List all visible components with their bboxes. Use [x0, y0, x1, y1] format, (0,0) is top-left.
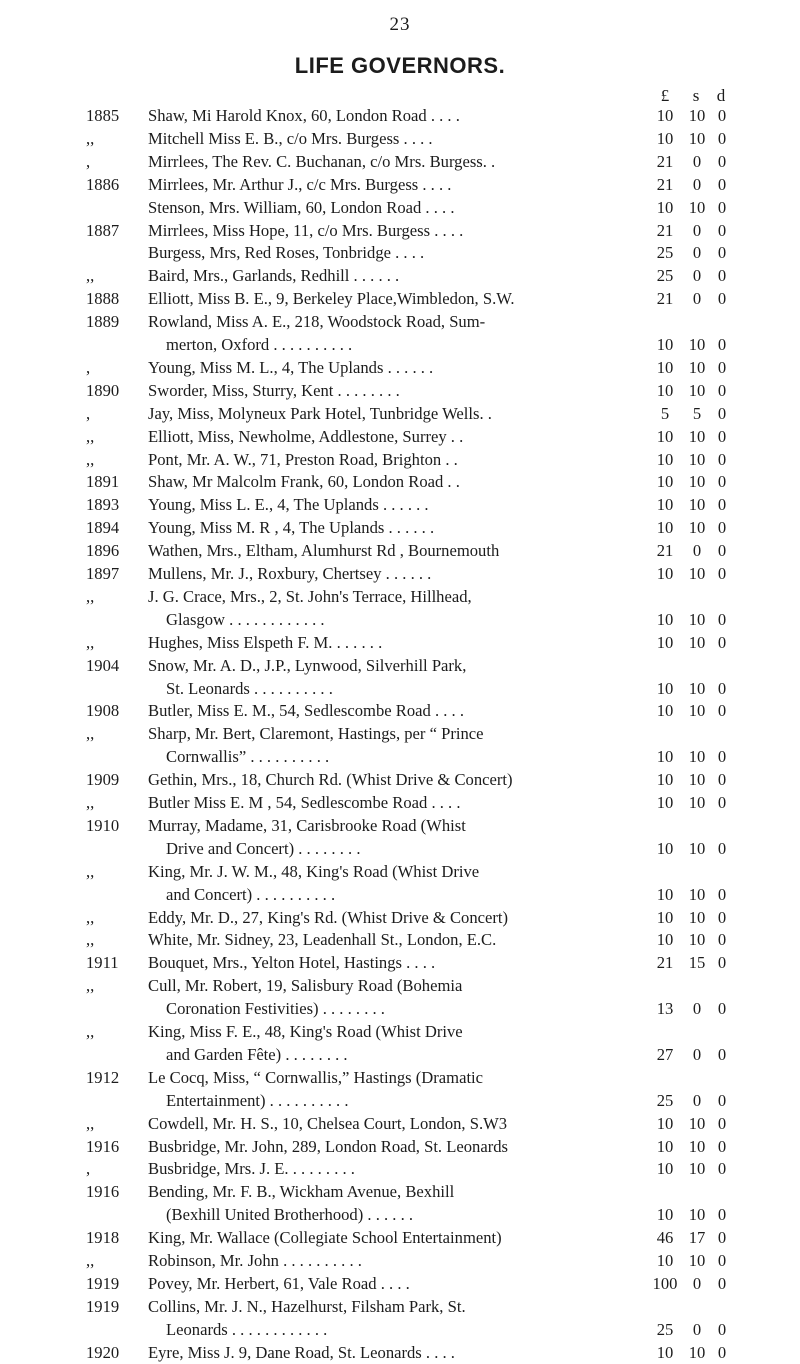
entry-year: 1919 [86, 1273, 120, 1293]
amount-pounds: 10 [656, 632, 674, 652]
entry-text: Jay, Miss, Molyneux Park Hotel, Tunbridge Wells. . [148, 403, 492, 423]
entry-text: Leonards . . . . . . . . . . . . [166, 1319, 328, 1339]
entry-text: Collins, Mr. J. N., Hazelhurst, Filsham Park, St. [148, 1296, 466, 1316]
amount-shillings: 15 [688, 953, 706, 973]
entry-year: ,, [86, 930, 95, 950]
amount-pounds: 10 [656, 564, 674, 583]
entry-text: Young, Miss M. L., 4, The Uplands . . . . . . [148, 357, 434, 377]
amount-shillings: 0 [692, 1273, 702, 1293]
amount-shillings: 10 [688, 128, 706, 148]
amount-shillings: 10 [688, 1342, 706, 1362]
entry-text: Eddy, Mr. D., 27, King's Rd. (Whist Drive & Concert) [148, 907, 509, 927]
entry-year: 1910 [86, 815, 120, 835]
amount-shillings: 0 [692, 243, 702, 263]
entry-year: 1893 [86, 495, 120, 515]
entry-text: (Bexhill United Brotherhood) . . . . . . [166, 1205, 414, 1225]
amount-pounds: 25 [656, 266, 674, 286]
amount-pence: 0 [717, 128, 727, 148]
entry-text: Drive and Concert) . . . . . . . . [166, 838, 361, 858]
entry-year: ,, [86, 793, 95, 812]
entry-text: Sharp, Mr. Bert, Claremont, Hastings, per “ Prince [148, 724, 484, 744]
entry-text: Coronation Festivities) . . . . . . . . [166, 999, 385, 1019]
amount-shillings: 0 [692, 174, 702, 194]
entry-text: Mirrlees, Mr. Arthur J., c/c Mrs. Burgess . . . . [148, 174, 452, 194]
amount-pounds: 10 [656, 426, 674, 446]
amount-pounds: 10 [656, 1159, 674, 1179]
amount-pounds: 21 [656, 151, 674, 171]
entry-text: Povey, Mr. Herbert, 61, Vale Road . . . . [148, 1273, 410, 1293]
amount-pence: 0 [717, 220, 727, 240]
entry-text: Eyre, Miss J. 9, Dane Road, St. Leonards . . . . [148, 1342, 455, 1362]
amount-shillings: 10 [688, 1205, 706, 1225]
entry-text: Mirrlees, The Rev. C. Buchanan, c/o Mrs. Burgess. . [148, 151, 496, 171]
entry-text: J. G. Crace, Mrs., 2, St. John's Terrace, Hillhead, [148, 586, 472, 606]
amount-pounds: 10 [656, 1136, 674, 1156]
amount-shillings: 10 [688, 1159, 706, 1179]
amount-shillings: 10 [688, 678, 706, 698]
amount-pence: 0 [717, 747, 727, 767]
amount-pence: 0 [717, 335, 727, 354]
amount-shillings: 0 [692, 999, 702, 1019]
amount-pence: 0 [717, 174, 727, 194]
entry-text: King, Mr. Wallace (Collegiate School Entertainment) [148, 1228, 502, 1248]
amount-shillings: 10 [688, 1136, 706, 1156]
entry-year: ,, [86, 1251, 95, 1270]
entry-year: ,, [86, 426, 95, 446]
amount-pounds: 10 [656, 1113, 674, 1133]
entry-text: Shaw, Mi Harold Knox, 60, London Road . . . . [148, 106, 460, 125]
entry-year: , [86, 1159, 91, 1179]
amount-pounds: 10 [656, 678, 674, 698]
amount-pounds: 21 [656, 541, 674, 561]
amount-shillings: 10 [688, 106, 706, 125]
amount-shillings: 10 [688, 1113, 706, 1133]
amount-pence: 0 [717, 541, 727, 561]
entry-text: Cornwallis” . . . . . . . . . . [166, 747, 330, 767]
amount-pence: 0 [717, 793, 727, 812]
amount-pence: 0 [717, 838, 727, 858]
entry-year: 1896 [86, 541, 120, 561]
entry-year: 1911 [86, 953, 119, 973]
amount-pence: 0 [717, 1342, 727, 1362]
amount-pence: 0 [717, 632, 727, 652]
entry-text: Mitchell Miss E. B., c/o Mrs. Burgess . . . . [148, 128, 433, 148]
amount-pence: 0 [717, 357, 727, 377]
amount-pence: 0 [717, 907, 727, 927]
amount-pounds: 27 [656, 1044, 674, 1064]
amount-pence: 0 [717, 999, 727, 1019]
entry-year: 1916 [86, 1136, 120, 1156]
entry-text: Mirrlees, Miss Hope, 11, c/o Mrs. Burgess . . . . [148, 220, 464, 240]
amount-shillings: 10 [688, 838, 706, 858]
amount-shillings: 0 [692, 220, 702, 240]
amount-pence: 0 [717, 403, 727, 423]
entry-text: Young, Miss L. E., 4, The Uplands . . . . . . [148, 495, 429, 515]
amount-pence: 0 [717, 1273, 727, 1293]
entry-text: Glasgow . . . . . . . . . . . . [166, 609, 325, 629]
amount-pounds: 10 [656, 449, 674, 469]
amount-pence: 0 [717, 380, 727, 400]
amount-pounds: 25 [656, 243, 674, 263]
amount-shillings: 10 [688, 1251, 706, 1270]
entry-text: White, Mr. Sidney, 23, Leadenhall St., London, E.C. [148, 930, 497, 950]
amount-shillings: 10 [688, 701, 706, 721]
entry-year: ,, [86, 724, 95, 744]
amount-shillings: 0 [692, 1090, 702, 1110]
amount-shillings: 10 [688, 357, 706, 377]
entry-text: Rowland, Miss A. E., 218, Woodstock Road, Sum- [148, 312, 486, 332]
entry-year: 1916 [86, 1182, 120, 1202]
entry-text: Murray, Madame, 31, Carisbrooke Road (Whist [148, 815, 466, 835]
amount-pence: 0 [717, 953, 727, 973]
entry-text: and Garden Fête) . . . . . . . . [166, 1044, 348, 1064]
entry-year: ,, [86, 449, 95, 469]
amount-shillings: 10 [688, 518, 706, 538]
entry-text: Shaw, Mr Malcolm Frank, 60, London Road . . [148, 472, 460, 492]
entry-text: Busbridge, Mr. John, 289, London Road, St. Leonards [148, 1136, 508, 1156]
amount-pounds: 25 [656, 1319, 674, 1339]
entry-year: 1885 [86, 106, 120, 125]
entry-text: Gethin, Mrs., 18, Church Rd. (Whist Drive & Concert) [148, 770, 513, 790]
amount-pounds: 21 [656, 953, 674, 973]
amount-shillings: 10 [688, 197, 706, 217]
amount-pounds: 10 [656, 609, 674, 629]
entry-year: ,, [86, 976, 95, 996]
amount-pence: 0 [717, 1205, 727, 1225]
entry-text: Butler, Miss E. M., 54, Sedlescombe Road . . . . [148, 701, 464, 721]
page-title: LIFE GOVERNORS. [294, 53, 506, 78]
amount-pence: 0 [717, 266, 727, 286]
entry-year: ,, [86, 1022, 95, 1041]
page-number: 23 [389, 14, 411, 35]
amount-pounds: 10 [656, 770, 674, 790]
amount-pounds: 10 [656, 1342, 674, 1362]
amount-pence: 0 [717, 1113, 727, 1133]
entry-text: Pont, Mr. A. W., 71, Preston Road, Brighton . . [148, 449, 458, 469]
amount-pounds: 10 [656, 838, 674, 858]
amount-pounds: 21 [656, 174, 674, 194]
amount-pounds: 10 [656, 701, 674, 721]
entry-text: and Concert) . . . . . . . . . . [166, 884, 336, 904]
amount-shillings: 10 [688, 770, 706, 790]
entry-year: 1909 [86, 770, 120, 790]
entry-year: ,, [86, 1113, 95, 1133]
entry-year: ,, [86, 266, 95, 286]
pounds-column-header: £ [660, 86, 670, 105]
amount-pence: 0 [717, 518, 727, 538]
entry-year: 1891 [86, 472, 120, 492]
entry-text: Robinson, Mr. John . . . . . . . . . . [148, 1251, 362, 1270]
amount-pence: 0 [717, 1159, 727, 1179]
amount-pence: 0 [717, 678, 727, 698]
amount-pounds: 10 [656, 518, 674, 538]
amount-pounds: 10 [656, 907, 674, 927]
amount-pounds: 46 [656, 1228, 674, 1248]
amount-shillings: 10 [688, 380, 706, 400]
pence-column-header: d [716, 86, 726, 105]
amount-pence: 0 [717, 289, 727, 309]
entry-text: Sworder, Miss, Sturry, Kent . . . . . . . . [148, 380, 400, 400]
entry-text: Snow, Mr. A. D., J.P., Lynwood, Silverhill Park, [148, 655, 467, 675]
amount-shillings: 10 [688, 747, 706, 767]
entry-year: ,, [86, 907, 95, 927]
entry-year: 1889 [86, 312, 120, 332]
entry-text: Elliott, Miss B. E., 9, Berkeley Place,Wimbledon, S.W. [148, 289, 515, 309]
amount-pounds: 13 [656, 999, 674, 1019]
entry-text: Burgess, Mrs, Red Roses, Tonbridge . . . . [148, 243, 425, 263]
amount-pounds: 10 [656, 357, 674, 377]
entry-text: merton, Oxford . . . . . . . . . . [166, 335, 353, 354]
amount-pounds: 10 [656, 472, 674, 492]
amount-pounds: 21 [656, 220, 674, 240]
amount-pounds: 10 [656, 106, 674, 125]
entry-text: Bouquet, Mrs., Yelton Hotel, Hastings . . . . [148, 953, 436, 973]
entry-text: Young, Miss M. R , 4, The Uplands . . . . . . [148, 518, 435, 538]
entry-year: 1888 [86, 289, 120, 309]
amount-shillings: 10 [688, 930, 706, 950]
entry-year: 1890 [86, 380, 120, 400]
entry-text: Butler Miss E. M , 54, Sedlescombe Road . . . . [148, 793, 461, 812]
amount-pounds: 10 [656, 884, 674, 904]
entry-text: King, Miss F. E., 48, King's Road (Whist Drive [148, 1022, 463, 1041]
entry-text: Le Cocq, Miss, “ Cornwallis,” Hastings (Dramatic [148, 1067, 484, 1087]
amount-shillings: 17 [688, 1228, 706, 1248]
entry-text: St. Leonards . . . . . . . . . . [166, 678, 333, 698]
amount-pence: 0 [717, 243, 727, 263]
amount-pounds: 10 [656, 495, 674, 515]
amount-pence: 0 [717, 884, 727, 904]
amount-pounds: 10 [656, 1205, 674, 1225]
entry-year: , [86, 357, 91, 377]
amount-shillings: 10 [688, 793, 706, 812]
amount-pence: 0 [717, 930, 727, 950]
entry-year: ,, [86, 128, 95, 148]
entry-year: 1894 [86, 518, 120, 538]
amount-pounds: 10 [656, 380, 674, 400]
amount-pounds: 100 [652, 1273, 678, 1293]
entry-year: 1887 [86, 220, 120, 240]
entry-year: 1908 [86, 701, 120, 721]
entry-year: ,, [86, 632, 95, 652]
entry-year: 1886 [86, 174, 120, 194]
amount-shillings: 0 [692, 151, 702, 171]
entry-year: 1918 [86, 1228, 120, 1248]
amount-pounds: 25 [656, 1090, 674, 1110]
entry-year: ,, [86, 861, 95, 881]
amount-shillings: 10 [688, 449, 706, 469]
amount-shillings: 10 [688, 907, 706, 927]
amount-shillings: 10 [688, 632, 706, 652]
entry-year: 1919 [86, 1296, 120, 1316]
amount-pence: 0 [717, 197, 727, 217]
amount-pence: 0 [717, 1090, 727, 1110]
amount-shillings: 0 [692, 289, 702, 309]
entry-text: Mullens, Mr. J., Roxbury, Chertsey . . . . . . [148, 564, 432, 583]
entry-text: Baird, Mrs., Garlands, Redhill . . . . . . [148, 266, 400, 286]
amount-pence: 0 [717, 472, 727, 492]
entry-text: Bending, Mr. F. B., Wickham Avenue, Bexhill [148, 1182, 455, 1202]
entry-text: Elliott, Miss, Newholme, Addlestone, Surrey . . [148, 426, 464, 446]
amount-shillings: 0 [692, 541, 702, 561]
amount-shillings: 0 [692, 1319, 702, 1339]
amount-shillings: 10 [688, 564, 706, 583]
amount-pounds: 10 [656, 197, 674, 217]
amount-pence: 0 [717, 1228, 727, 1248]
entry-text: Hughes, Miss Elspeth F. M. . . . . . . [148, 632, 383, 652]
amount-shillings: 5 [692, 403, 702, 423]
amount-pence: 0 [717, 701, 727, 721]
amount-shillings: 0 [692, 266, 702, 286]
amount-pence: 0 [717, 770, 727, 790]
entry-text: Cowdell, Mr. H. S., 10, Chelsea Court, London, S.W3 [148, 1113, 508, 1133]
entry-year: 1912 [86, 1067, 120, 1087]
amount-pounds: 10 [656, 128, 674, 148]
entry-text: King, Mr. J. W. M., 48, King's Road (Whist Drive [148, 861, 480, 881]
amount-shillings: 10 [688, 495, 706, 515]
amount-pounds: 10 [656, 747, 674, 767]
amount-pence: 0 [717, 609, 727, 629]
amount-pounds: 5 [660, 403, 670, 423]
amount-shillings: 0 [692, 1044, 702, 1064]
amount-pence: 0 [717, 426, 727, 446]
amount-pence: 0 [717, 151, 727, 171]
amount-pence: 0 [717, 1136, 727, 1156]
entry-year: , [86, 403, 91, 423]
amount-pence: 0 [717, 564, 727, 583]
amount-shillings: 10 [688, 884, 706, 904]
amount-pounds: 10 [656, 1251, 674, 1270]
amount-pence: 0 [717, 1251, 727, 1270]
amount-pence: 0 [717, 449, 727, 469]
shillings-column-header: s [692, 86, 700, 105]
entry-year: 1920 [86, 1342, 120, 1362]
amount-shillings: 10 [688, 472, 706, 492]
entry-year: , [86, 151, 91, 171]
entry-year: ,, [86, 586, 95, 606]
entry-text: Entertainment) . . . . . . . . . . [166, 1090, 349, 1110]
amount-pence: 0 [717, 106, 727, 125]
amount-pence: 0 [717, 1319, 727, 1339]
amount-pounds: 21 [656, 289, 674, 309]
amount-shillings: 10 [688, 609, 706, 629]
entry-text: Busbridge, Mrs. J. E. . . . . . . . . [148, 1159, 355, 1179]
entry-text: Cull, Mr. Robert, 19, Salisbury Road (Bohemia [148, 976, 463, 996]
amount-shillings: 10 [688, 335, 706, 354]
entry-text: Stenson, Mrs. William, 60, London Road . . . . [148, 197, 455, 217]
amount-pence: 0 [717, 495, 727, 515]
amount-pounds: 10 [656, 930, 674, 950]
amount-pounds: 10 [656, 335, 674, 354]
amount-shillings: 10 [688, 426, 706, 446]
entry-text: Wathen, Mrs., Eltham, Alumhurst Rd , Bournemouth [148, 541, 500, 561]
entry-year: 1897 [86, 564, 120, 583]
entry-year: 1904 [86, 655, 120, 675]
amount-pence: 0 [717, 1044, 727, 1064]
amount-pounds: 10 [656, 793, 674, 812]
